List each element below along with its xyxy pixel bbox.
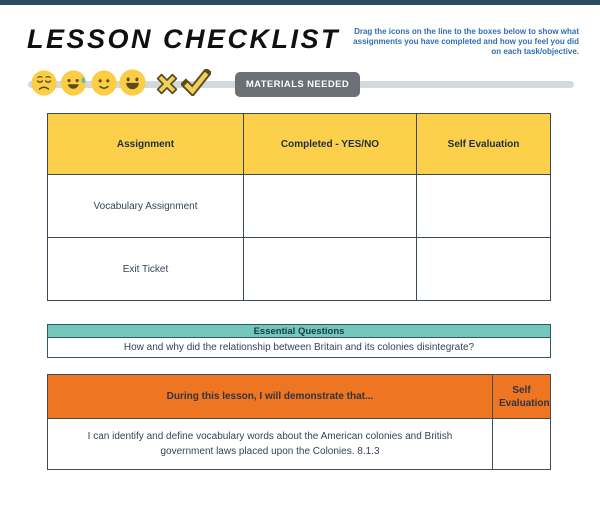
table-row [48,175,551,238]
completed-drop-cell[interactable] [244,175,417,238]
lesson-goals-table [47,374,551,470]
page-title: LESSON CHECKLIST [27,24,341,54]
table-row [48,338,551,358]
essential-questions-header: Essential Questions [48,325,551,338]
assignment-table [47,113,551,301]
pensive-face-icon[interactable] [31,70,57,96]
assignment-table-header-row [48,114,551,175]
lesson-goals-header: During this lesson, I will demonstrate that... [48,375,493,419]
essential-questions-table [47,324,551,358]
assignment-label-cell: Exit Ticket [48,238,244,301]
lesson-goal-text: I can identify and define vocabulary words about the American colonies and British government laws placed upon the Colonies. 8.1.3 [48,419,493,470]
table-row [48,238,551,301]
drag-instructions-text: Drag the icons on the line to the boxes below to show what assignments you have completed and how you feel you did on each task/objective. [353,27,579,56]
slight-smile-face-icon[interactable] [91,70,117,96]
self-evaluation-drop-cell[interactable] [417,238,551,301]
materials-needed-button[interactable]: MATERIALS NEEDED [235,72,360,97]
goal-evaluation-drop-cell[interactable] [493,419,551,470]
essential-question-text: How and why did the relationship between Britain and its colonies disintegrate? [48,338,551,358]
lesson-goals-header-row [48,375,551,419]
self-evaluation-drop-cell[interactable] [417,175,551,238]
cross-mark-icon[interactable] [155,72,179,96]
lesson-goals-evaluation-header: Self Evaluation [493,375,551,419]
self-evaluation-column-header: Self Evaluation [417,114,551,175]
top-border-strip [0,0,600,5]
assignment-column-header: Assignment [48,114,244,175]
check-mark-icon[interactable] [181,69,211,96]
grinning-face-icon[interactable] [119,69,146,96]
assignment-label-cell: Vocabulary Assignment [48,175,244,238]
essential-questions-header-row [48,325,551,338]
completed-drop-cell[interactable] [244,238,417,301]
sweat-smile-face-icon[interactable] [60,70,87,96]
table-row [48,419,551,470]
completed-column-header: Completed - YES/NO [244,114,417,175]
